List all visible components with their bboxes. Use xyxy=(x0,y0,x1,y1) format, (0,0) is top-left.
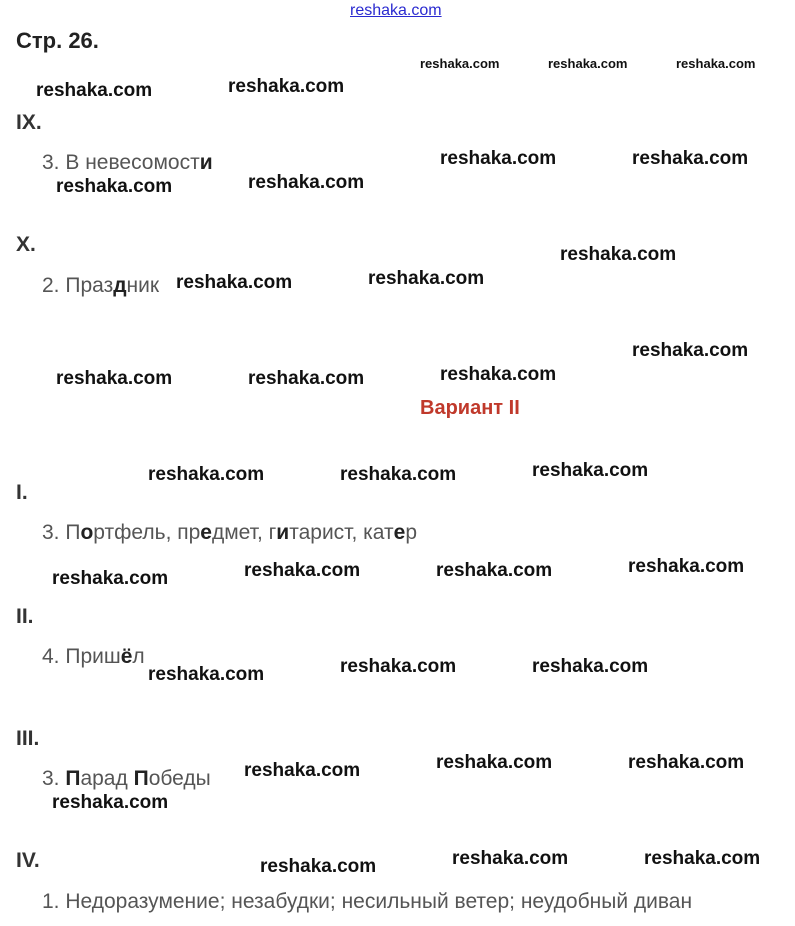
section-number: III. xyxy=(16,727,40,750)
watermark: reshaka.com xyxy=(148,464,265,485)
watermark: reshaka.com xyxy=(340,464,457,485)
watermark: reshaka.com xyxy=(340,656,457,677)
watermark: reshaka.com xyxy=(436,560,553,581)
site-link[interactable]: reshaka.com xyxy=(350,2,442,19)
highlighted-letter: д xyxy=(113,274,127,297)
watermark: reshaka.com xyxy=(176,272,293,293)
highlighted-letter: е xyxy=(200,521,212,544)
page-title: Стр. 26. xyxy=(16,28,99,53)
watermark: reshaka.com xyxy=(644,848,761,869)
watermark: reshaka.com xyxy=(632,148,749,169)
watermark: reshaka.com xyxy=(628,556,745,577)
section-number: X. xyxy=(16,233,36,256)
watermark: reshaka.com xyxy=(436,752,553,773)
watermark: reshaka.com xyxy=(52,792,169,813)
watermark: reshaka.com xyxy=(440,148,557,169)
watermark: reshaka.com xyxy=(148,664,265,685)
watermark: reshaka.com xyxy=(676,56,756,71)
watermark: reshaka.com xyxy=(52,568,169,589)
answer-text: 2. Праздник xyxy=(42,274,160,297)
highlighted-letter: е xyxy=(393,521,406,544)
watermark: reshaka.com xyxy=(420,56,500,71)
section-number: II. xyxy=(16,605,34,628)
highlighted-letter: и xyxy=(276,521,290,544)
highlighted-letter: и xyxy=(199,151,213,174)
section-number: I. xyxy=(16,481,28,504)
highlighted-letter: П xyxy=(133,767,149,790)
watermark: reshaka.com xyxy=(548,56,628,71)
answer-text: 1. Недоразумение; незабудки; несильный ветер; неудобный диван xyxy=(42,890,693,913)
answer-text: 3. Портфель, предмет, гитарист, катер xyxy=(42,521,417,544)
variant-title: Вариант II xyxy=(420,397,520,419)
watermark: reshaka.com xyxy=(368,268,485,289)
watermark: reshaka.com xyxy=(440,364,557,385)
watermark: reshaka.com xyxy=(36,80,153,101)
highlighted-letter: о xyxy=(80,521,94,544)
watermark: reshaka.com xyxy=(532,460,649,481)
watermark: reshaka.com xyxy=(560,244,677,265)
watermark: reshaka.com xyxy=(244,760,361,781)
watermark: reshaka.com xyxy=(632,340,749,361)
watermark: reshaka.com xyxy=(244,560,361,581)
watermark: reshaka.com xyxy=(248,172,365,193)
watermark: reshaka.com xyxy=(628,752,745,773)
highlighted-letter: П xyxy=(65,767,81,790)
watermark: reshaka.com xyxy=(452,848,569,869)
answer-text: 3. Парад Победы xyxy=(42,767,211,790)
section-number: IX. xyxy=(16,111,42,134)
watermark: reshaka.com xyxy=(228,76,345,97)
watermark: reshaka.com xyxy=(248,368,365,389)
answer-text: 3. В невесомости xyxy=(42,151,213,174)
watermark: reshaka.com xyxy=(260,856,377,877)
watermark: reshaka.com xyxy=(56,176,173,197)
watermark: reshaka.com xyxy=(56,368,173,389)
section-number: IV. xyxy=(16,849,40,872)
answer-text: 4. Пришёл xyxy=(42,645,145,668)
watermark: reshaka.com xyxy=(532,656,649,677)
highlighted-letter: ё xyxy=(120,645,133,668)
